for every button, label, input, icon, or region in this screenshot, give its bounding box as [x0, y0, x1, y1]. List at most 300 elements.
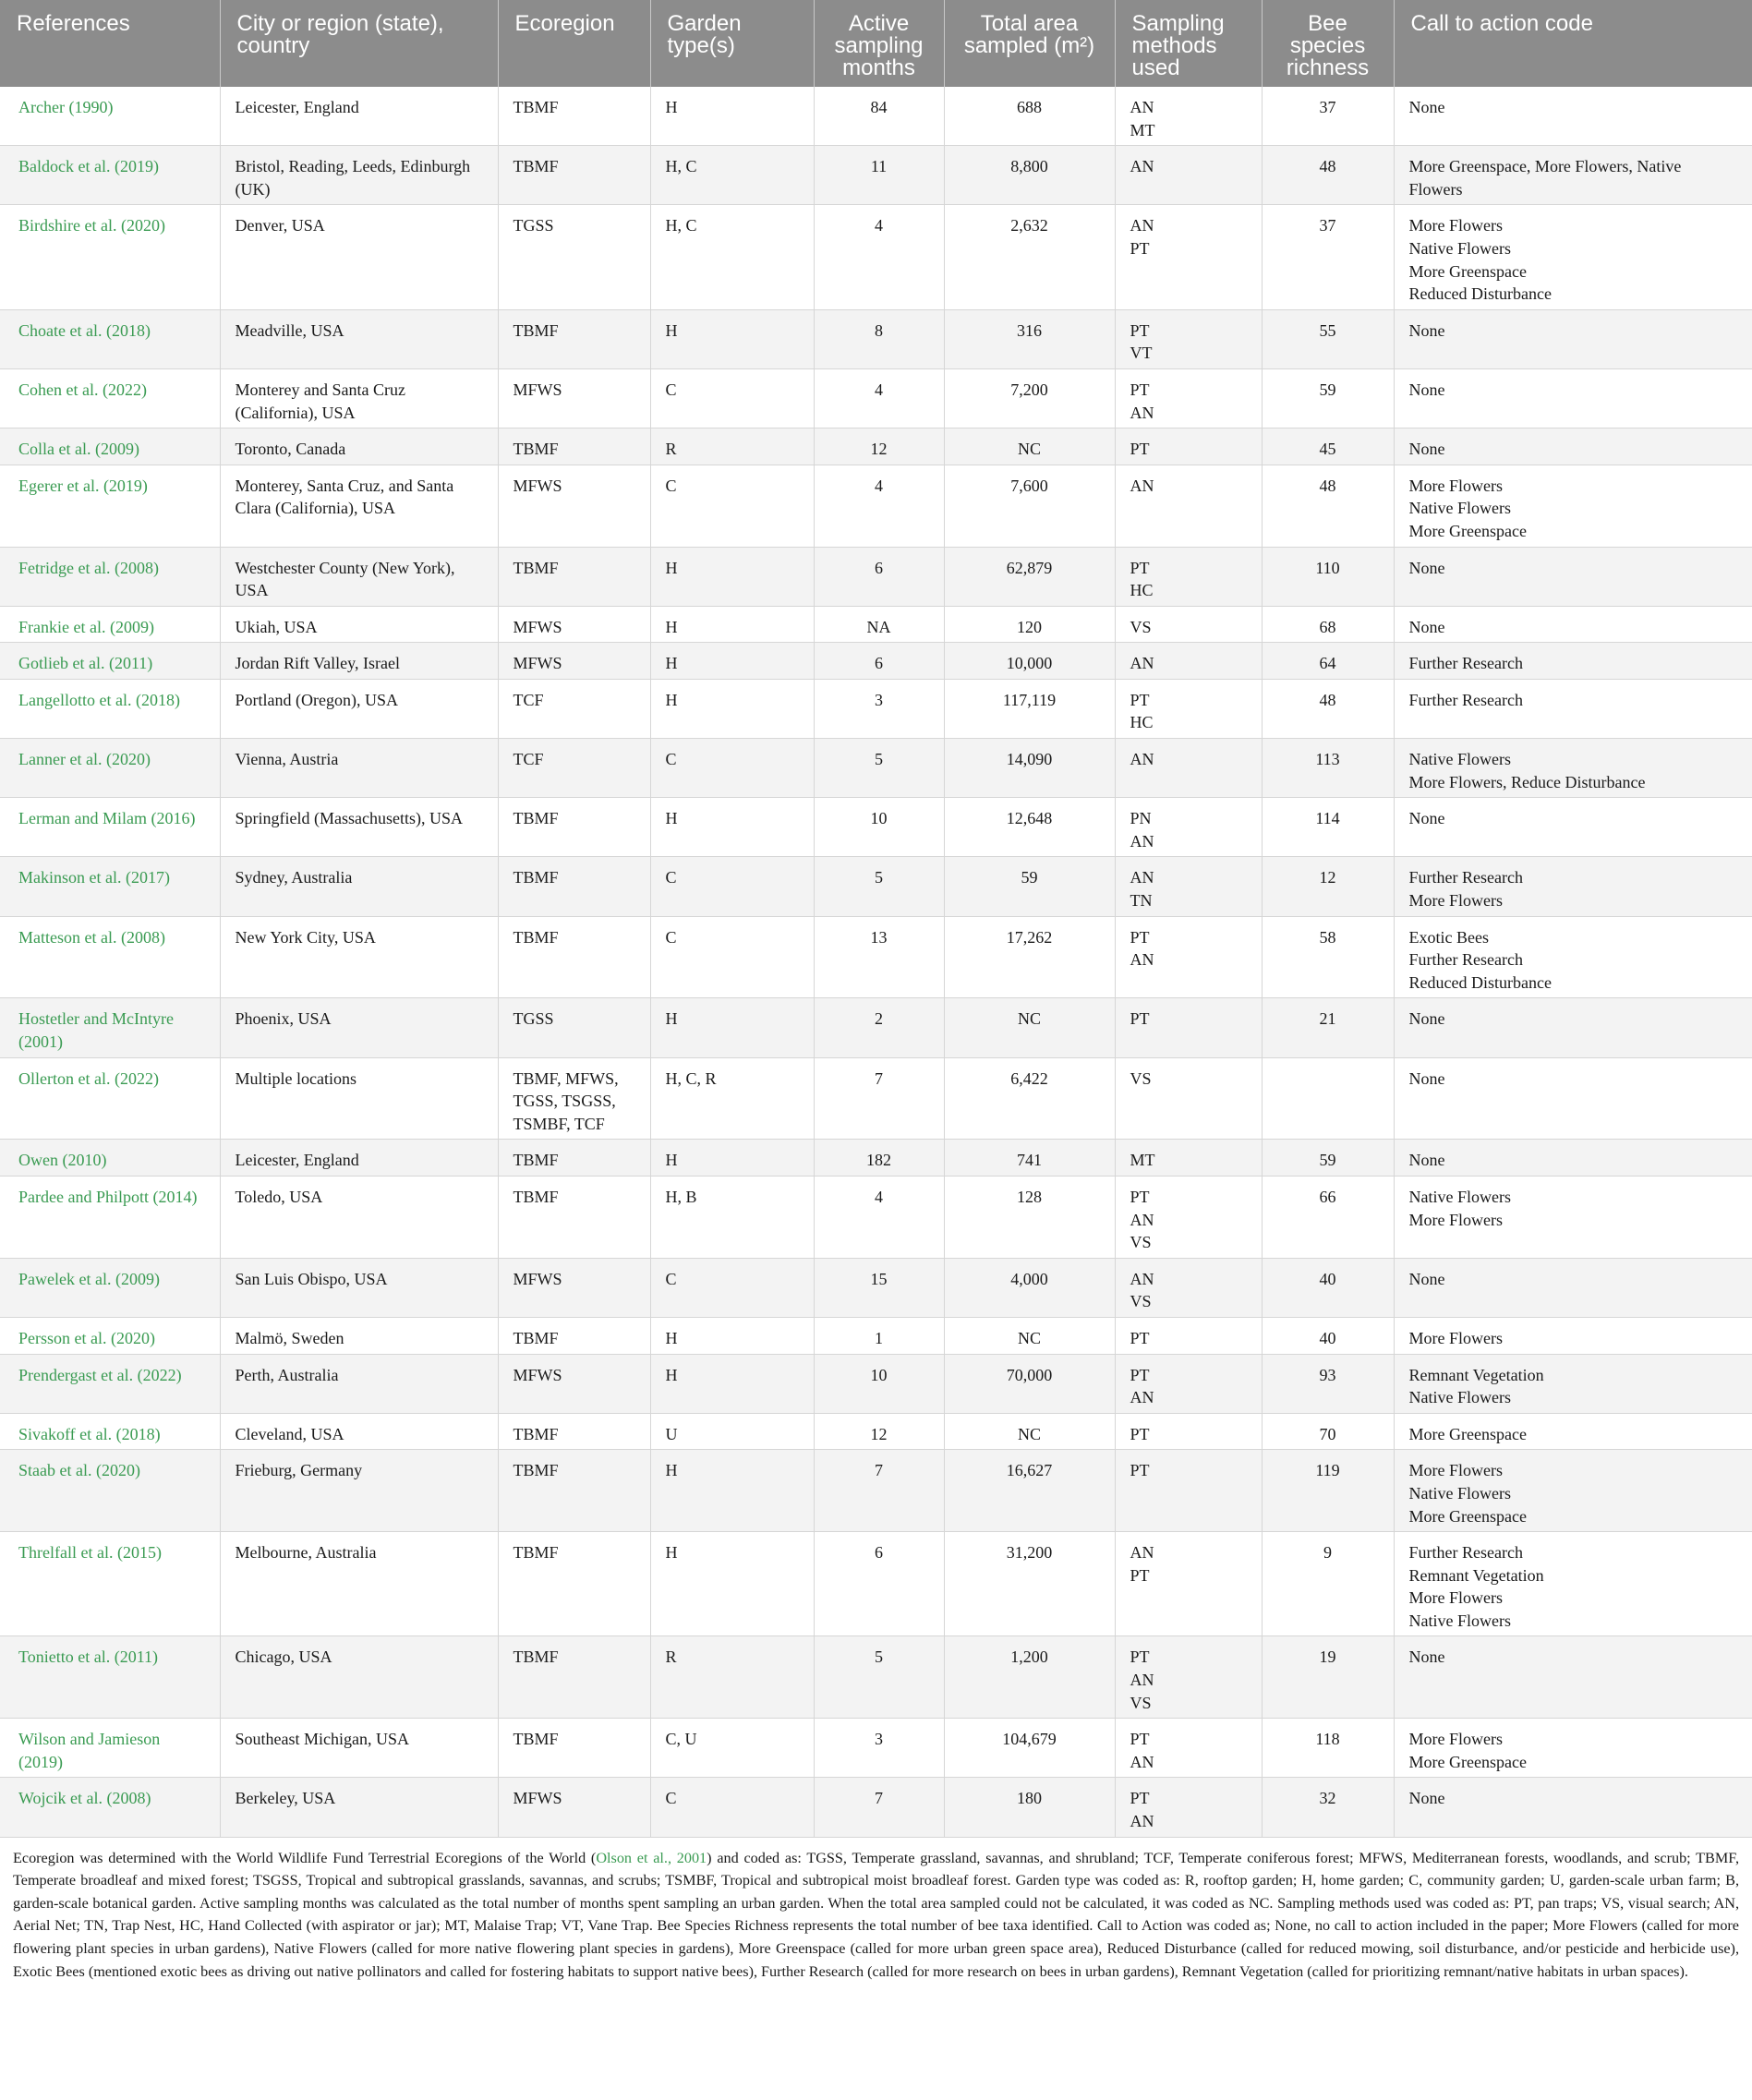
cell-garden-type — [650, 547, 814, 606]
cell-active-months — [814, 1317, 944, 1354]
cell-garden-type — [650, 998, 814, 1057]
cell-reference-text[interactable]: Staab et al. (2020) — [18, 1461, 140, 1480]
cell-garden-type — [650, 87, 814, 146]
cell-species-richness — [1262, 916, 1394, 998]
cell-ecoregion-text: TBMF — [513, 558, 559, 577]
cell-garden-type — [650, 309, 814, 368]
cell-reference — [0, 1354, 220, 1413]
cell-active-months-text: 12 — [870, 440, 888, 459]
cell-ecoregion-text: TBMF — [513, 1461, 559, 1480]
cell-species-richness-text: 64 — [1319, 654, 1336, 673]
cell-reference-text[interactable]: Colla et al. (2009) — [18, 440, 139, 459]
cell-total-area — [944, 428, 1115, 465]
cell-active-months-text: 7 — [875, 1789, 883, 1808]
cell-total-area — [944, 465, 1115, 547]
cell-garden-type — [650, 857, 814, 916]
cell-reference — [0, 798, 220, 857]
cell-city-text: Portland (Oregon), USA — [235, 690, 398, 709]
cell-call-to-action-text: None — [1408, 380, 1445, 399]
cell-call-to-action — [1394, 1057, 1752, 1140]
cell-total-area-text: 70,000 — [1006, 1365, 1053, 1384]
cell-total-area-text: 4,000 — [1010, 1269, 1048, 1288]
cell-reference-text[interactable]: Sivakoff et al. (2018) — [18, 1424, 161, 1443]
cell-total-area — [944, 1413, 1115, 1450]
cell-active-months — [814, 1413, 944, 1450]
cell-active-months-text: 84 — [870, 98, 888, 116]
cell-garden-type-text: H — [665, 1328, 678, 1347]
cell-call-to-action-text: None — [1408, 440, 1445, 459]
cell-active-months-text: 3 — [875, 1730, 883, 1749]
cell-species-richness-text: 93 — [1319, 1365, 1336, 1384]
cell-total-area-text: 16,627 — [1006, 1461, 1053, 1480]
cell-sampling-methods — [1115, 998, 1262, 1057]
cell-ecoregion-text: TBMF — [513, 98, 559, 116]
cell-sampling-methods — [1115, 1057, 1262, 1140]
cell-active-months — [814, 643, 944, 680]
cell-active-months — [814, 998, 944, 1057]
cell-city — [220, 606, 498, 643]
cell-active-months-text: 8 — [875, 320, 883, 340]
cell-species-richness-text: 59 — [1319, 380, 1336, 399]
cell-ecoregion-text: MFWS — [513, 1269, 562, 1288]
cell-garden-type-text: C — [665, 868, 677, 887]
cell-city-text: Frieburg, Germany — [235, 1461, 363, 1480]
cell-city — [220, 368, 498, 428]
cell-species-richness — [1262, 643, 1394, 680]
cell-species-richness-text: 32 — [1319, 1789, 1336, 1808]
cell-active-months-text: 2 — [875, 1009, 883, 1029]
cell-call-to-action-text: None — [1408, 558, 1445, 577]
cell-total-area-text: 62,879 — [1006, 558, 1053, 577]
cell-active-months-text: 10 — [870, 1365, 888, 1384]
header-city: City or region (state), country — [220, 0, 498, 87]
cell-call-to-action-text: None — [1408, 1647, 1445, 1667]
cell-reference-text[interactable]: Makinson et al. (2017) — [18, 868, 170, 887]
cell-sampling-methods-text: PT AN VS — [1130, 1647, 1154, 1712]
cell-reference — [0, 205, 220, 309]
cell-total-area — [944, 205, 1115, 309]
cell-call-to-action-text: None — [1408, 617, 1445, 636]
cell-total-area-text: 8,800 — [1010, 157, 1048, 176]
cell-reference — [0, 1140, 220, 1177]
cell-garden-type — [650, 739, 814, 798]
cell-ecoregion — [498, 643, 650, 680]
cell-garden-type — [650, 643, 814, 680]
cell-species-richness — [1262, 547, 1394, 606]
table-row — [0, 1140, 1752, 1177]
cell-reference-text[interactable]: Persson et al. (2020) — [18, 1328, 155, 1347]
cell-reference — [0, 606, 220, 643]
cell-species-richness — [1262, 1778, 1394, 1837]
cell-garden-type — [650, 1176, 814, 1258]
footnote-citation-link[interactable]: Olson et al., 2001 — [596, 1849, 707, 1866]
cell-species-richness-text: 21 — [1319, 1009, 1336, 1029]
cell-reference-text[interactable]: Owen (2010) — [18, 1151, 107, 1170]
footnote-text-start: Ecoregion was determined with the World Wildlife Fund Terrestrial Ecoregions of the World ( — [13, 1849, 597, 1866]
cell-reference — [0, 1450, 220, 1532]
table-row — [0, 1258, 1752, 1317]
cell-garden-type-text: C — [665, 1789, 677, 1808]
cell-reference — [0, 1057, 220, 1140]
header-garden-type: Garden type(s) — [650, 0, 814, 87]
cell-sampling-methods — [1115, 146, 1262, 205]
cell-species-richness-text: 48 — [1319, 690, 1336, 709]
cell-city — [220, 857, 498, 916]
cell-total-area — [944, 1636, 1115, 1719]
cell-garden-type — [650, 1450, 814, 1532]
cell-city-text: Ukiah, USA — [235, 617, 318, 636]
cell-ecoregion-text: TGSS — [513, 1009, 554, 1029]
cell-garden-type-text: C, U — [665, 1730, 697, 1749]
cell-sampling-methods-text: PT AN — [1130, 380, 1154, 422]
cell-species-richness-text: 59 — [1319, 1151, 1336, 1170]
cell-reference-text[interactable]: Matteson et al. (2008) — [18, 927, 165, 947]
cell-call-to-action — [1394, 798, 1752, 857]
cell-ecoregion-text: TBMF — [513, 1328, 559, 1347]
cell-total-area — [944, 798, 1115, 857]
cell-ecoregion — [498, 1317, 650, 1354]
cell-ecoregion — [498, 368, 650, 428]
cell-sampling-methods — [1115, 1140, 1262, 1177]
cell-city — [220, 465, 498, 547]
cell-sampling-methods — [1115, 798, 1262, 857]
cell-ecoregion — [498, 606, 650, 643]
cell-call-to-action-text: Remnant Vegetation Native Flowers — [1408, 1365, 1544, 1407]
cell-total-area — [944, 1532, 1115, 1636]
cell-sampling-methods-text: VS — [1130, 617, 1152, 636]
cell-reference-text[interactable]: Frankie et al. (2009) — [18, 617, 154, 636]
cell-ecoregion-text: TBMF — [513, 1151, 559, 1170]
cell-call-to-action — [1394, 1176, 1752, 1258]
table-row — [0, 1778, 1752, 1837]
cell-reference-text[interactable]: Tonietto et al. (2011) — [18, 1647, 159, 1667]
cell-reference-text[interactable]: Archer (1990) — [18, 98, 114, 116]
cell-city-text: Meadville, USA — [235, 320, 344, 340]
cell-sampling-methods — [1115, 547, 1262, 606]
cell-garden-type — [650, 916, 814, 998]
cell-ecoregion-text: MFWS — [513, 476, 562, 495]
cell-total-area — [944, 643, 1115, 680]
cell-city — [220, 1317, 498, 1354]
cell-species-richness-text: 40 — [1319, 1269, 1336, 1288]
cell-active-months-text: 10 — [870, 809, 888, 828]
cell-call-to-action — [1394, 1413, 1752, 1450]
cell-city — [220, 1258, 498, 1317]
header-row — [0, 0, 1752, 87]
cell-sampling-methods — [1115, 1778, 1262, 1837]
cell-active-months-text: 6 — [875, 654, 883, 673]
cell-total-area-text: 2,632 — [1010, 216, 1048, 235]
cell-reference-text[interactable]: Pawelek et al. (2009) — [18, 1269, 160, 1288]
cell-sampling-methods-text: AN PT — [1130, 216, 1154, 258]
cell-city — [220, 309, 498, 368]
cell-garden-type-text: H — [665, 1009, 678, 1029]
cell-reference-text[interactable]: Gotlieb et al. (2011) — [18, 654, 153, 673]
cell-reference-text[interactable]: Lanner et al. (2020) — [18, 750, 151, 769]
cell-active-months-text: 11 — [870, 157, 888, 176]
cell-sampling-methods — [1115, 1258, 1262, 1317]
cell-reference-text[interactable]: Pardee and Philpott (2014) — [18, 1187, 198, 1206]
cell-ecoregion-text: TBMF — [513, 1187, 559, 1206]
table-row — [0, 368, 1752, 428]
cell-call-to-action — [1394, 1450, 1752, 1532]
cell-ecoregion-text: TCF — [513, 690, 544, 709]
cell-call-to-action-text: More Flowers Native Flowers More Greenspace — [1408, 476, 1527, 540]
cell-call-to-action — [1394, 643, 1752, 680]
cell-total-area-text: 117,119 — [1002, 690, 1057, 709]
cell-ecoregion — [498, 857, 650, 916]
cell-sampling-methods-text: PT HC — [1130, 558, 1154, 600]
cell-sampling-methods-text: AN TN — [1130, 868, 1154, 911]
cell-call-to-action-text: More Flowers — [1408, 1328, 1503, 1347]
cell-sampling-methods — [1115, 1719, 1262, 1778]
cell-reference-text[interactable]: Wilson and Jamieson (2019) — [18, 1730, 161, 1771]
cell-reference-text[interactable]: Birdshire et al. (2020) — [18, 216, 165, 235]
cell-species-richness-text: 37 — [1319, 98, 1336, 116]
cell-city — [220, 547, 498, 606]
cell-species-richness — [1262, 146, 1394, 205]
cell-city-text: New York City, USA — [235, 927, 376, 947]
cell-active-months-text: 4 — [875, 216, 883, 235]
cell-garden-type — [650, 428, 814, 465]
cell-active-months-text: 182 — [866, 1151, 891, 1170]
cell-ecoregion — [498, 146, 650, 205]
cell-garden-type-text: H — [665, 320, 678, 340]
cell-reference — [0, 857, 220, 916]
cell-reference — [0, 998, 220, 1057]
cell-ecoregion-text: MFWS — [513, 654, 562, 673]
cell-ecoregion — [498, 739, 650, 798]
cell-garden-type-text: C — [665, 380, 677, 399]
cell-active-months — [814, 679, 944, 738]
cell-garden-type-text: H, B — [665, 1187, 697, 1206]
cell-total-area — [944, 1317, 1115, 1354]
cell-call-to-action-text: More Flowers Native Flowers More Greenspace Reduced Disturbance — [1408, 216, 1552, 304]
cell-active-months — [814, 1778, 944, 1837]
table-row — [0, 857, 1752, 916]
cell-total-area-text: 104,679 — [1002, 1730, 1057, 1749]
cell-garden-type-text: U — [665, 1424, 678, 1443]
cell-ecoregion-text: TBMF — [513, 868, 559, 887]
cell-garden-type-text: C — [665, 750, 677, 769]
cell-call-to-action — [1394, 1317, 1752, 1354]
table-header — [0, 0, 1752, 87]
cell-call-to-action-text: None — [1408, 1009, 1445, 1029]
cell-total-area-text: 316 — [1017, 320, 1042, 340]
header-active-months: Active sampling months — [814, 0, 944, 87]
cell-sampling-methods-text: PT AN — [1130, 1730, 1154, 1771]
cell-call-to-action — [1394, 547, 1752, 606]
cell-active-months — [814, 798, 944, 857]
cell-reference-text[interactable]: Baldock et al. (2019) — [18, 157, 159, 176]
cell-sampling-methods-text: AN MT — [1130, 98, 1155, 139]
cell-sampling-methods-text: PT — [1130, 1328, 1150, 1347]
cell-sampling-methods — [1115, 368, 1262, 428]
cell-garden-type — [650, 606, 814, 643]
table-row — [0, 1354, 1752, 1413]
cell-reference-text[interactable]: Ollerton et al. (2022) — [18, 1068, 159, 1088]
cell-sampling-methods-text: AN VS — [1130, 1269, 1154, 1311]
cell-total-area — [944, 606, 1115, 643]
cell-reference — [0, 87, 220, 146]
cell-species-richness-text: 45 — [1319, 440, 1336, 459]
cell-call-to-action-text: None — [1408, 1068, 1445, 1088]
cell-city — [220, 428, 498, 465]
cell-garden-type-text: H, C — [665, 216, 697, 235]
cell-call-to-action — [1394, 309, 1752, 368]
cell-sampling-methods — [1115, 1636, 1262, 1719]
cell-total-area-text: 12,648 — [1006, 809, 1053, 828]
cell-city — [220, 1354, 498, 1413]
table-row — [0, 1719, 1752, 1778]
cell-active-months-text: NA — [866, 617, 891, 636]
cell-species-richness-text: 114 — [1315, 809, 1340, 828]
cell-active-months-text: 3 — [875, 690, 883, 709]
cell-sampling-methods-text: PT AN — [1130, 1789, 1154, 1831]
cell-total-area-text: 59 — [1021, 868, 1038, 887]
cell-active-months-text: 13 — [870, 927, 888, 947]
cell-garden-type-text: H, C, R — [665, 1068, 717, 1088]
cell-garden-type — [650, 1354, 814, 1413]
cell-call-to-action-text: None — [1408, 1269, 1445, 1288]
cell-total-area-text: 741 — [1017, 1151, 1042, 1170]
cell-total-area — [944, 368, 1115, 428]
cell-reference-text[interactable]: Fetridge et al. (2008) — [18, 558, 159, 577]
cell-active-months-text: 5 — [875, 750, 883, 769]
cell-sampling-methods-text: PT — [1130, 440, 1150, 459]
cell-active-months — [814, 87, 944, 146]
table-row — [0, 87, 1752, 146]
cell-city-text: Melbourne, Australia — [235, 1543, 377, 1563]
cell-reference — [0, 1317, 220, 1354]
cell-total-area-text: 7,200 — [1010, 380, 1048, 399]
cell-city — [220, 998, 498, 1057]
cell-species-richness-text: 113 — [1315, 750, 1340, 769]
cell-total-area-text: 6,422 — [1010, 1068, 1048, 1088]
cell-garden-type-text: H — [665, 98, 678, 116]
cell-active-months — [814, 205, 944, 309]
cell-total-area — [944, 1778, 1115, 1837]
cell-species-richness-text: 37 — [1319, 216, 1336, 235]
cell-active-months-text: 12 — [870, 1424, 888, 1443]
cell-active-months-text: 4 — [875, 1187, 883, 1206]
cell-garden-type-text: H — [665, 1461, 678, 1480]
cell-reference-text[interactable]: Lerman and Milam (2016) — [18, 809, 196, 828]
cell-species-richness-text: 48 — [1319, 476, 1336, 495]
cell-sampling-methods — [1115, 87, 1262, 146]
cell-reference — [0, 428, 220, 465]
cell-reference-text[interactable]: Prendergast et al. (2022) — [18, 1365, 182, 1384]
cell-total-area — [944, 87, 1115, 146]
cell-garden-type — [650, 205, 814, 309]
cell-active-months — [814, 1719, 944, 1778]
cell-species-richness-text: 119 — [1315, 1461, 1340, 1480]
table-row — [0, 739, 1752, 798]
cell-garden-type — [650, 1258, 814, 1317]
cell-garden-type-text: C — [665, 927, 677, 947]
cell-sampling-methods — [1115, 428, 1262, 465]
cell-reference-text[interactable]: Cohen et al. (2022) — [18, 380, 147, 399]
cell-species-richness — [1262, 857, 1394, 916]
cell-reference — [0, 465, 220, 547]
header-species-richness: Bee species richness — [1262, 0, 1394, 87]
cell-garden-type — [650, 1317, 814, 1354]
cell-sampling-methods-text: PT AN — [1130, 1365, 1154, 1407]
cell-reference-text[interactable]: Choate et al. (2018) — [18, 320, 151, 340]
cell-call-to-action — [1394, 679, 1752, 738]
cell-call-to-action-text: More Greenspace — [1408, 1424, 1527, 1443]
cell-garden-type — [650, 1140, 814, 1177]
cell-city — [220, 1532, 498, 1636]
cell-total-area — [944, 916, 1115, 998]
cell-sampling-methods-text: PT HC — [1130, 690, 1154, 732]
cell-garden-type-text: H — [665, 1151, 678, 1170]
table-row — [0, 428, 1752, 465]
cell-active-months — [814, 1532, 944, 1636]
cell-active-months-text: 4 — [875, 380, 883, 399]
cell-species-richness — [1262, 1317, 1394, 1354]
cell-ecoregion-text: TBMF — [513, 440, 559, 459]
cell-ecoregion — [498, 1258, 650, 1317]
cell-garden-type-text: H — [665, 809, 678, 828]
cell-ecoregion — [498, 916, 650, 998]
cell-reference-text[interactable]: Hostetler and McIntyre (2001) — [18, 1009, 174, 1051]
table-row — [0, 146, 1752, 205]
cell-city — [220, 1719, 498, 1778]
cell-call-to-action-text: None — [1408, 320, 1445, 340]
cell-reference-text[interactable]: Threlfall et al. (2015) — [18, 1543, 162, 1563]
cell-ecoregion — [498, 1636, 650, 1719]
cell-sampling-methods — [1115, 916, 1262, 998]
cell-ecoregion — [498, 1778, 650, 1837]
cell-call-to-action — [1394, 1354, 1752, 1413]
table-row — [0, 309, 1752, 368]
cell-reference — [0, 1413, 220, 1450]
cell-species-richness-text: 48 — [1319, 157, 1336, 176]
table-row — [0, 1532, 1752, 1636]
cell-ecoregion — [498, 1176, 650, 1258]
cell-call-to-action-text: Further Research — [1408, 654, 1523, 673]
cell-species-richness-text: 110 — [1315, 558, 1340, 577]
cell-ecoregion-text: TBMF — [513, 1543, 559, 1563]
cell-reference — [0, 679, 220, 738]
table-row — [0, 1450, 1752, 1532]
cell-sampling-methods-text: AN — [1130, 157, 1154, 176]
cell-sampling-methods — [1115, 1450, 1262, 1532]
cell-active-months — [814, 368, 944, 428]
cell-active-months — [814, 1176, 944, 1258]
cell-total-area — [944, 679, 1115, 738]
cell-ecoregion-text: TBMF, MFWS, TGSS, TSGSS, TSMBF, TCF — [513, 1068, 619, 1133]
cell-active-months — [814, 606, 944, 643]
cell-reference-text[interactable]: Langellotto et al. (2018) — [18, 690, 180, 709]
table-row — [0, 1317, 1752, 1354]
cell-sampling-methods-text: AN — [1130, 476, 1154, 495]
footnote-text-end: ) and coded as: TGSS, Temperate grassland, savannas, and shrubland; TCF, Temperate coniferous forest; MFWS, Mediterranean forests, woodlands, and scrub; TBMF, Temperate broadleaf and mixed forest; TSGSS, Tropical and subtropical grasslands, savannas, and scrubs; TSMBF, Tropical and subtropical moist broadleaf forest. Garden type was coded as: R, rooftop garden; H, home garden; C, community garden; U, garden-scale urban farm; B, garden-scale botanical garden. Active sampling months was calculated as the total number of months spent sampling an urban garden. When the total area sampled could not be calculated, it was coded as NC. Sampling methods used was coded as: PT, pan traps; VS, visual search; AN, Aerial Net; TN, Trap Nest, HC, Hand Collected (with aspirator or jar); MT, Malaise Trap; VT, Vane Trap. Bee Species Richness represents the total number of bee taxa identified. Call to Action was coded as; None, no call to action included in the paper; More Flowers (called for more flowering plant species in urban gardens), Native Flowers (called for more native flowering plant species in gardens), More Greenspace (called for more urban green space area), Reduced Disturbance (called for reduced mowing, soil disturbance, and/or pesticide and herbicide use), Exotic Bees (mentioned exotic bees as driving out native pollinators and called for fostering habitats to support native bees), Further Research (called for more research on bees in urban gardens), Remnant Vegetation (called for prioritizing remnant/native habitats in urban spaces). — [13, 1849, 1739, 1980]
cell-garden-type — [650, 1636, 814, 1719]
cell-sampling-methods — [1115, 1176, 1262, 1258]
cell-reference-text[interactable]: Egerer et al. (2019) — [18, 476, 148, 495]
cell-sampling-methods — [1115, 1413, 1262, 1450]
table-row — [0, 643, 1752, 680]
cell-call-to-action — [1394, 1636, 1752, 1719]
cell-ecoregion-text: TCF — [513, 750, 544, 769]
cell-species-richness — [1262, 739, 1394, 798]
cell-city — [220, 916, 498, 998]
cell-reference — [0, 547, 220, 606]
cell-species-richness — [1262, 1636, 1394, 1719]
cell-reference-text[interactable]: Wojcik et al. (2008) — [18, 1789, 151, 1808]
